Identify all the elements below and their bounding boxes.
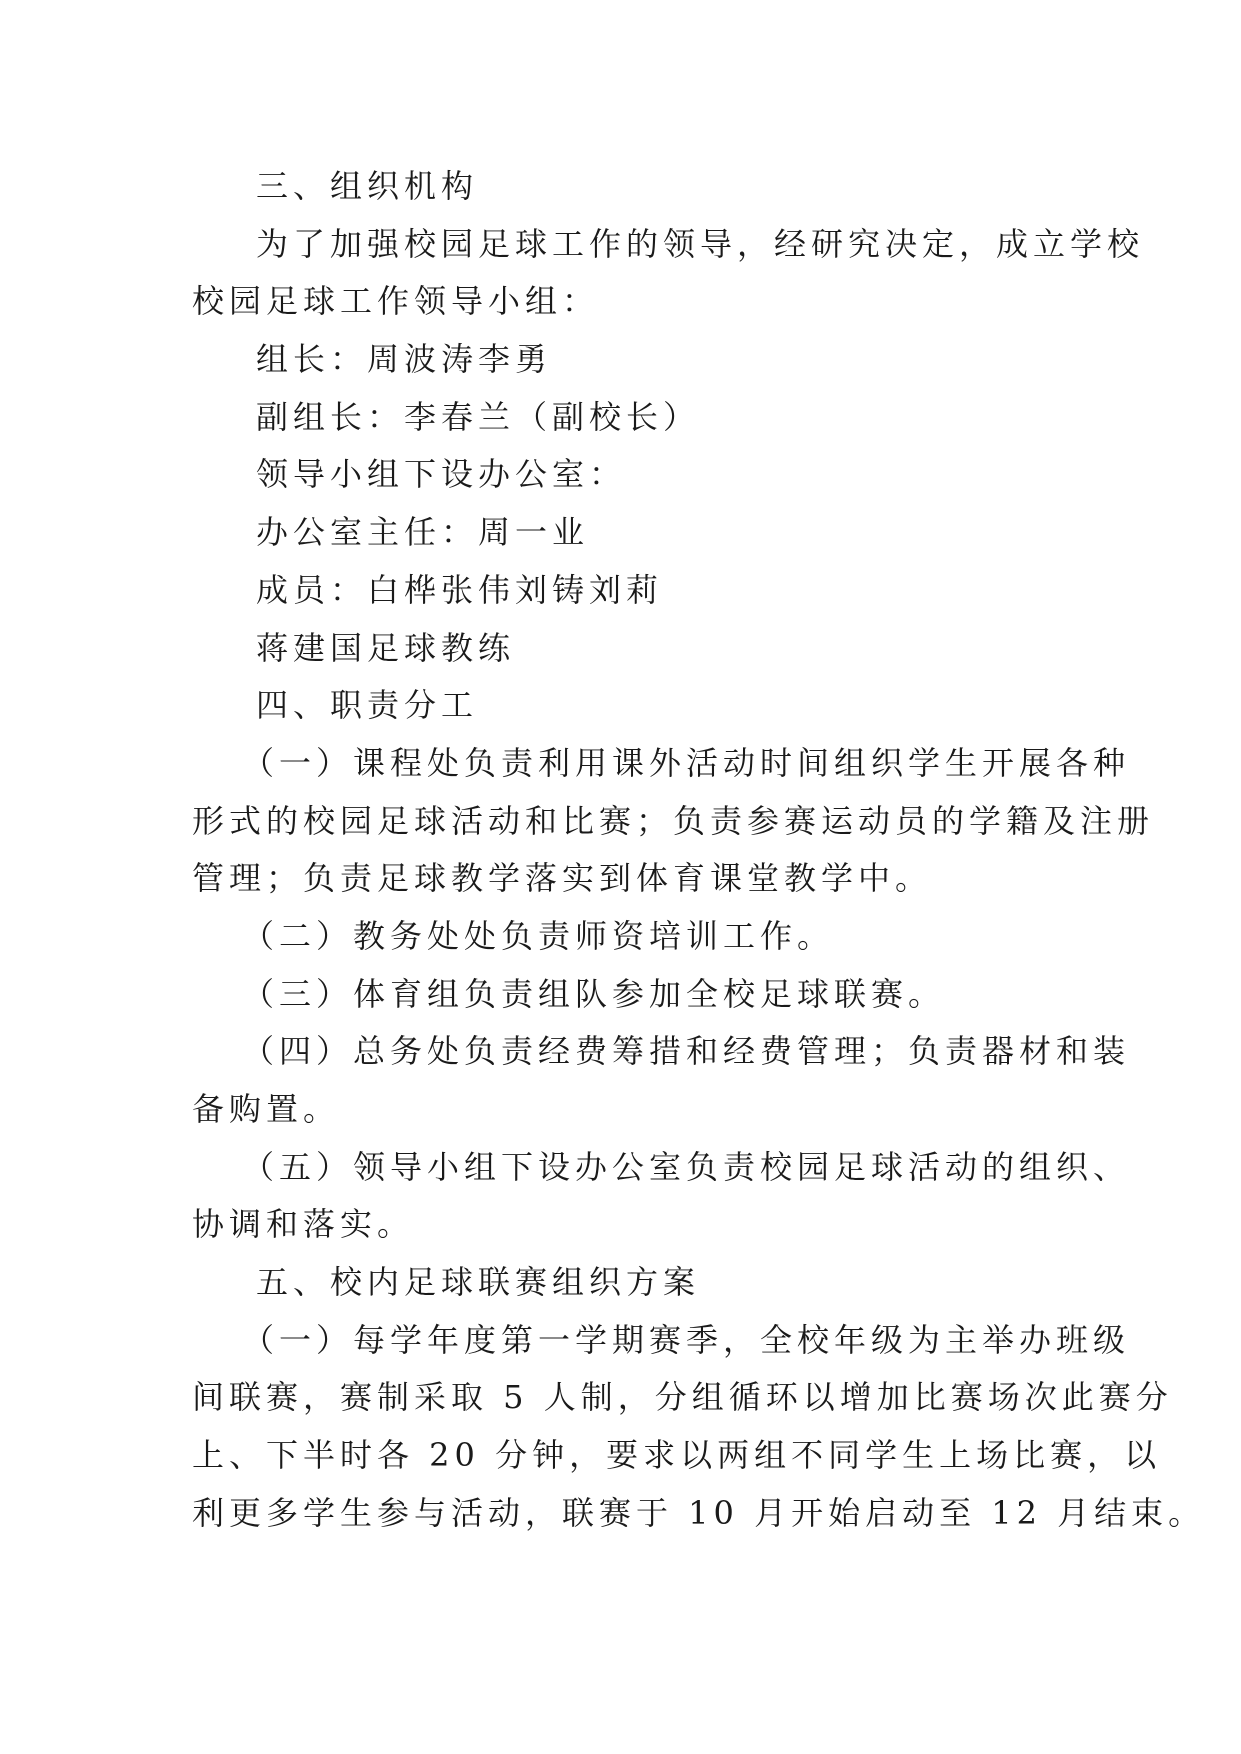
text-line: 四、职责分工 (256, 686, 479, 725)
text-line: 蒋建国足球教练 (256, 628, 516, 667)
text-line: 协调和落实。 (192, 1205, 415, 1244)
text-line: （四）总务处负责经费筹措和经费管理；负责器材和装 (242, 1032, 1131, 1071)
text-line: 组长：周波涛李勇 (256, 340, 553, 379)
text-line: 为了加强校园足球工作的领导，经研究决定，成立学校 (256, 224, 1145, 263)
text-line: 上、下半时各 20 分钟，要求以两组不同学生上场比赛，以 (192, 1436, 1162, 1475)
text-line: 利更多学生参与活动，联赛于 10 月开始启动至 12 月结束。 (192, 1493, 1206, 1532)
text-line: （二）教务处处负责师资培训工作。 (242, 916, 835, 955)
text-line: 备购置。 (192, 1090, 341, 1128)
text-line: （五）领导小组下设办公室负责校园足球活动的组织、 (242, 1147, 1131, 1186)
text-line: 成员：白桦张伟刘铸刘莉 (256, 570, 664, 609)
text-line: 管理；负责足球教学落实到体育课堂教学中。 (192, 859, 933, 898)
text-line: 三、组织机构 (256, 167, 479, 205)
text-line: （一）每学年度第一学期赛季，全校年级为主举办班级 (242, 1320, 1131, 1359)
text-line: 形式的校园足球活动和比赛；负责参赛运动员的学籍及注册 (192, 801, 1155, 840)
text-line: （三）体育组负责组队参加全校足球联赛。 (242, 974, 946, 1013)
text-line: 间联赛，赛制采取 5 人制，分组循环以增加比赛场次此赛分 (192, 1378, 1173, 1417)
text-line: 校园足球工作领导小组： (192, 282, 600, 321)
text-line: 办公室主任：周一业 (256, 513, 590, 552)
text-line: 副组长：李春兰（副校长） (256, 397, 701, 436)
text-line: （一）课程处负责利用课外活动时间组织学生开展各种 (242, 743, 1131, 782)
document-body (192, 158, 1206, 1543)
text-line: 五、校内足球联赛组织方案 (256, 1263, 701, 1302)
text-line: 领导小组下设办公室： (256, 455, 627, 494)
